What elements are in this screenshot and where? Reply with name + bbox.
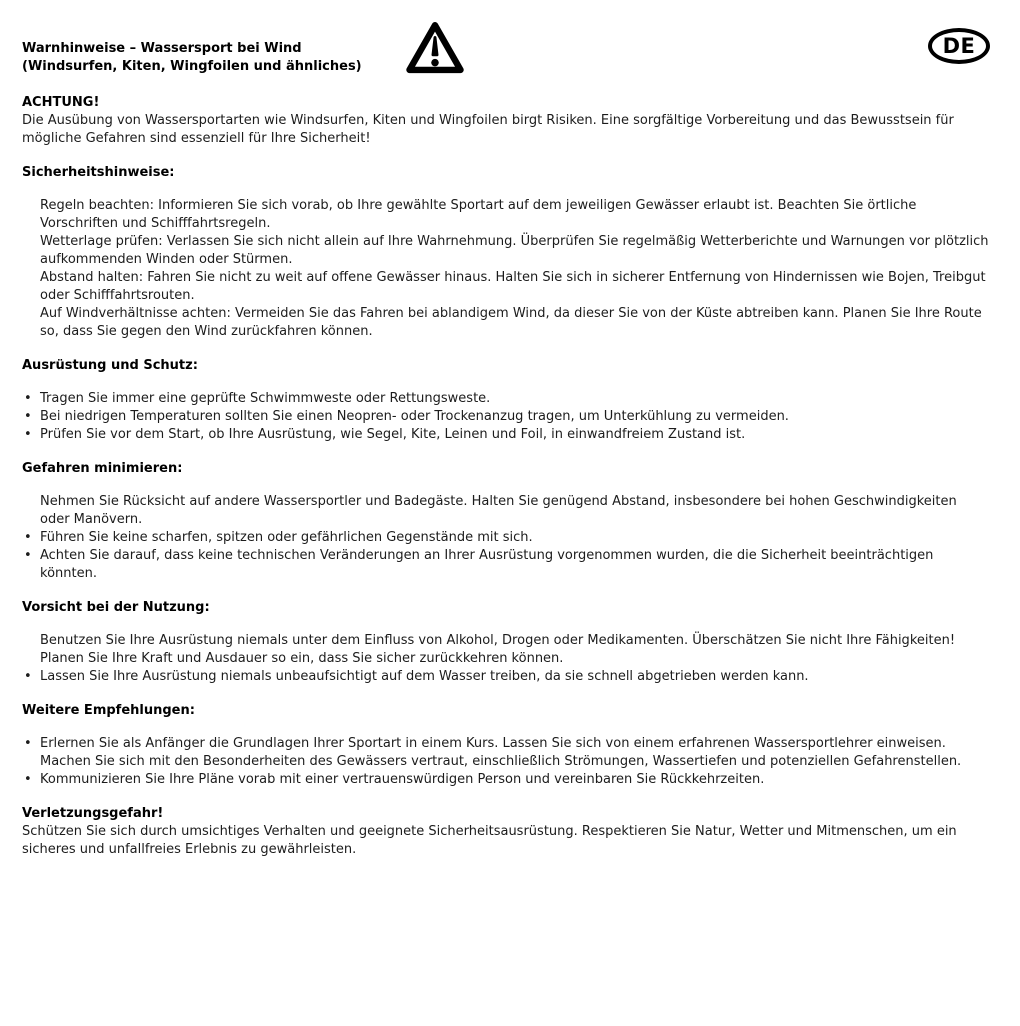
list-item — [22, 547, 990, 583]
list-item-text: Kommunizieren Sie Ihre Pläne vorab mit einer vertrauenswürdigen Person und vereinbaren Sie Rückkehrzeiten. — [40, 772, 765, 787]
list-item-text: Tragen Sie immer eine geprüfte Schwimmweste oder Rettungsweste. — [40, 391, 491, 406]
bullet-marker: • — [24, 530, 32, 545]
list-item — [22, 390, 990, 408]
list-item-text: Regeln beachten: Informieren Sie sich vorab, ob Ihre gewählte Sportart auf dem jeweiligen Gewässer erlaubt ist. Beachten Sie örtliche Vorschriften und Schifffahrtsregeln. — [40, 198, 917, 231]
warning-triangle-icon — [406, 20, 464, 84]
bullet-marker: • — [24, 427, 32, 442]
list-item — [22, 426, 990, 444]
section-attention — [22, 94, 1006, 148]
bullet-marker: • — [24, 669, 32, 684]
list-item — [22, 197, 990, 233]
safety-list — [22, 197, 1006, 341]
list-item — [22, 529, 990, 547]
page-title — [22, 40, 362, 76]
language-badge: DE — [928, 28, 990, 64]
list-item-text: Benutzen Sie Ihre Ausrüstung niemals unter dem Einfluss von Alkohol, Drogen oder Medikamenten. Überschätzen Sie nicht Ihre Fähigkeiten! Planen Sie Ihre Kraft und Ausdauer so ein, dass Sie sicher zurückkehren können. — [40, 633, 956, 666]
list-item — [22, 735, 990, 753]
list-item — [22, 233, 990, 269]
list-item — [22, 305, 990, 341]
section-heading-equipment: Ausrüstung und Schutz: — [22, 358, 198, 373]
section-heading-minimize: Gefahren minimieren: — [22, 461, 183, 476]
bullet-marker: • — [24, 736, 32, 751]
list-item — [22, 771, 990, 789]
section-safety — [22, 164, 1006, 341]
list-item — [22, 668, 990, 686]
list-item-text: Auf Windverhältnisse achten: Vermeiden Sie das Fahren bei ablandigem Wind, da dieser Sie von der Küste abtreiben kann. Planen Sie Ihre Route so, dass Sie gegen den Wind zurückfahren können. — [40, 306, 982, 339]
list-item-text: Nehmen Sie Rücksicht auf andere Wassersportler und Badegäste. Halten Sie genügend Abstand, insbesondere bei hohen Geschwindigkeiten oder Manövern. — [40, 494, 957, 527]
caution-list — [22, 632, 1006, 686]
equipment-list — [22, 390, 1006, 444]
bullet-marker: • — [24, 409, 32, 424]
section-heading-attention: ACHTUNG! — [22, 95, 100, 110]
bullet-marker: • — [24, 391, 32, 406]
minimize-list — [22, 493, 1006, 583]
bullet-marker: • — [24, 772, 32, 787]
document-header — [22, 20, 1006, 78]
list-item — [22, 632, 990, 668]
list-item-text: Bei niedrigen Temperaturen sollten Sie einen Neopren- oder Trockenanzug tragen, um Unterkühlung zu vermeiden. — [40, 409, 789, 424]
list-item-text: Achten Sie darauf, dass keine technischen Veränderungen an Ihrer Ausrüstung vorgenommen wurden, die die Sicherheit beeinträchtigen könnten. — [40, 548, 934, 581]
list-item-text: Prüfen Sie vor dem Start, ob Ihre Ausrüstung, wie Segel, Kite, Leinen und Foil, in einwandfreiem Zustand ist. — [40, 427, 746, 442]
section-heading-injury: Verletzungsgefahr! — [22, 806, 164, 821]
list-item — [22, 269, 990, 305]
recommendations-list — [22, 735, 1006, 789]
section-heading-recommendations: Weitere Empfehlungen: — [22, 703, 195, 718]
page-title-line2: (Windsurfen, Kiten, Wingfoilen und ähnliches) — [22, 59, 362, 74]
section-injury — [22, 805, 1006, 859]
list-item-text: Führen Sie keine scharfen, spitzen oder gefährlichen Gegenstände mit sich. — [40, 530, 533, 545]
list-item-text: Abstand halten: Fahren Sie nicht zu weit auf offene Gewässer hinaus. Halten Sie sich in sicherer Entfernung von Hindernissen wie Bojen, Treibgut oder Schifffahrtsrouten. — [40, 270, 986, 303]
list-item — [22, 493, 990, 529]
section-heading-caution: Vorsicht bei der Nutzung: — [22, 600, 210, 615]
list-item-text: Erlernen Sie als Anfänger die Grundlagen Ihrer Sportart in einem Kurs. Lassen Sie sich von einem erfahrenen Wassersportlehrer einweisen. — [40, 736, 946, 751]
list-item — [22, 408, 990, 426]
section-body-injury: Schützen Sie sich durch umsichtiges Verhalten und geeignete Sicherheitsausrüstung. Respektieren Sie Natur, Wetter und Mitmenschen, um ein sicheres und unfallfreies Erlebnis zu gewährleisten. — [22, 824, 957, 857]
list-item-text: Lassen Sie Ihre Ausrüstung niemals unbeaufsichtigt auf dem Wasser treiben, da sie schnell abgetrieben werden kann. — [40, 669, 809, 684]
section-heading-safety: Sicherheitshinweise: — [22, 165, 175, 180]
section-equipment — [22, 357, 1006, 444]
section-body-attention: Die Ausübung von Wassersportarten wie Windsurfen, Kiten und Wingfoilen birgt Risiken. Eine sorgfältige Vorbereitung und das Bewusstsein für mögliche Gefahren sind essenziell für Ihre Sicherheit! — [22, 113, 954, 146]
list-item-text: Wetterlage prüfen: Verlassen Sie sich nicht allein auf Ihre Wahrnehmung. Überprüfen Sie regelmäßig Wetterberichte und Warnungen vor plötzlich aufkommenden Winden oder Stürmen. — [40, 234, 989, 267]
section-minimize — [22, 460, 1006, 583]
section-recommendations — [22, 702, 1006, 789]
bullet-marker: • — [24, 548, 32, 563]
list-item-text: Machen Sie sich mit den Besonderheiten des Gewässers vertraut, einschließlich Strömungen, Wassertiefen und potenziellen Gefahrenstellen. — [40, 754, 962, 769]
page-title-line1: Warnhinweise – Wassersport bei Wind — [22, 41, 302, 56]
list-item — [22, 753, 990, 771]
section-caution — [22, 599, 1006, 686]
